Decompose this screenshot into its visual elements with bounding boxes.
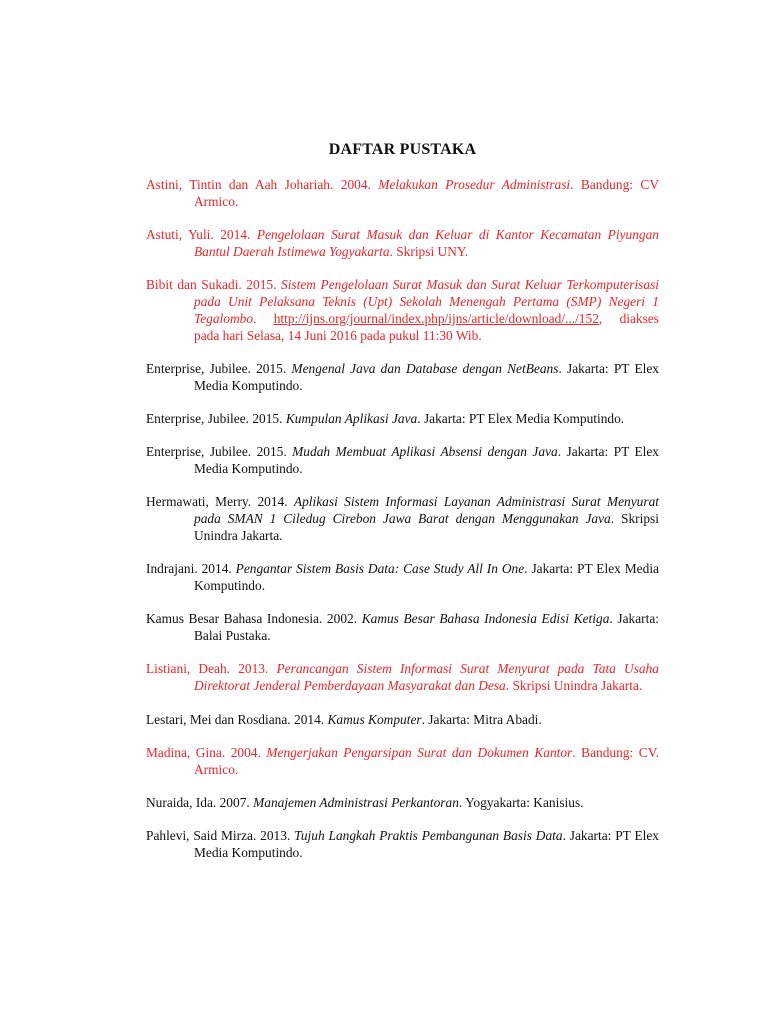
page-title: DAFTAR PUSTAKA bbox=[328, 141, 477, 158]
document-page bbox=[146, 140, 659, 878]
reference-title: Pengantar Sistem Basis Data: Case Study All In One bbox=[235, 561, 525, 577]
reference-publisher: . Jakarta: PT Elex Media Komputindo. bbox=[194, 561, 659, 594]
reference-title: Perancangan Sistem Informasi Surat Menyurat pada Tata Usaha Direktorat Jenderal Pemberdayaan Masyarakat dan Desa bbox=[194, 661, 660, 694]
reference-title: Mengerjakan Pengarsipan Surat dan Dokumen Kantor bbox=[266, 744, 573, 760]
reference-author-year: Madina, Gina. 2004. bbox=[146, 744, 267, 760]
reference-entry bbox=[146, 561, 659, 595]
reference-author-year: Lestari, Mei dan Rosdiana. 2014. bbox=[146, 711, 328, 727]
reference-entry bbox=[146, 411, 659, 428]
reference-publisher: . Jakarta: PT Elex Media Komputindo. bbox=[417, 410, 625, 426]
reference-publisher: . bbox=[253, 310, 274, 326]
reference-entry bbox=[146, 177, 659, 211]
reference-entry bbox=[146, 611, 659, 645]
reference-access-note: , diakses pada hari Selasa, 14 Juni 2016 pada pukul 11:30 Wib. bbox=[194, 310, 659, 343]
reference-author-year: Pahlevi, Said Mirza. 2013. bbox=[146, 828, 295, 844]
reference-author-year: Bibit dan Sukadi. 2015. bbox=[146, 277, 281, 293]
reference-publisher: . Skripsi UNY. bbox=[389, 243, 469, 259]
reference-author-year: Hermawati, Merry. 2014. bbox=[146, 494, 294, 510]
reference-entry bbox=[146, 712, 659, 729]
reference-entry bbox=[146, 494, 659, 544]
reference-list bbox=[146, 177, 659, 862]
reference-entry bbox=[146, 227, 659, 261]
reference-title: Manajemen Administrasi Perkantoran bbox=[253, 794, 459, 810]
reference-entry bbox=[146, 828, 659, 862]
reference-author-year: Astini, Tintin dan Aah Johariah. 2004. bbox=[146, 177, 379, 192]
reference-title: Tujuh Langkah Praktis Pembangunan Basis Data bbox=[294, 828, 563, 844]
reference-title: Kamus Komputer bbox=[327, 711, 422, 727]
reference-author-year: Kamus Besar Bahasa Indonesia. 2002. bbox=[146, 611, 362, 627]
reference-author-year: Enterprise, Jubilee. 2015. bbox=[146, 410, 286, 426]
reference-publisher: . Jakarta: PT Elex Media Komputindo. bbox=[194, 360, 659, 393]
reference-author-year: Indrajani. 2014. bbox=[146, 561, 236, 577]
reference-publisher: . Jakarta: PT Elex Media Komputindo. bbox=[194, 444, 659, 477]
reference-publisher: . Bandung: CV Armico. bbox=[194, 177, 659, 209]
reference-author-year: Listiani, Deah. 2013. bbox=[146, 661, 277, 677]
reference-author-year: Astuti, Yuli. 2014. bbox=[146, 227, 257, 243]
reference-entry bbox=[146, 361, 659, 395]
reference-title: Sistem Pengelolaan Surat Masuk dan Surat Keluar Terkomputerisasi pada Unit Pelaksana Teknis (Upt) Sekolah Menengah Pertama (SMP) Negeri 1 Tegalombo bbox=[194, 277, 659, 326]
reference-title: Kumpulan Aplikasi Java bbox=[285, 410, 418, 426]
reference-title: Kamus Besar Bahasa Indonesia Edisi Ketiga bbox=[361, 611, 610, 627]
reference-title: Mengenal Java dan Database dengan NetBeans bbox=[291, 360, 559, 376]
reference-publisher: . Jakarta: PT Elex Media Komputindo. bbox=[194, 828, 659, 861]
reference-entry bbox=[146, 277, 659, 344]
reference-publisher: . Jakarta: Mitra Abadi. bbox=[421, 711, 542, 727]
reference-entry bbox=[146, 444, 659, 478]
reference-title: Melakukan Prosedur Administrasi bbox=[378, 177, 571, 192]
reference-publisher: . Skripsi Unindra Jakarta. bbox=[194, 511, 659, 543]
reference-title: Pengelolaan Surat Masuk dan Keluar di Kantor Kecamatan Piyungan Bantul Daerah Istimewa Yogyakarta bbox=[194, 227, 659, 259]
reference-entry bbox=[146, 661, 659, 695]
reference-title: Aplikasi Sistem Informasi Layanan Administrasi Surat Menyurat pada SMAN 1 Ciledug Cirebon Jawa Barat dengan Menggunakan Java bbox=[194, 494, 659, 527]
reference-publisher: . Jakarta: Balai Pustaka. bbox=[194, 611, 659, 644]
reference-publisher: . Skripsi Unindra Jakarta. bbox=[505, 678, 643, 694]
reference-url-link[interactable]: http://ijns.org/journal/index.php/ijns/article/download/.../152 bbox=[273, 310, 599, 326]
reference-author-year: Enterprise, Jubilee. 2015. bbox=[146, 444, 293, 460]
reference-publisher: . Bandung: CV. Armico. bbox=[194, 744, 659, 777]
reference-entry bbox=[146, 745, 659, 779]
reference-author-year: Enterprise, Jubilee. 2015. bbox=[146, 360, 292, 376]
reference-title: Mudah Membuat Aplikasi Absensi dengan Java bbox=[292, 444, 558, 460]
reference-author-year: Nuraida, Ida. 2007. bbox=[146, 794, 254, 810]
reference-entry bbox=[146, 795, 659, 812]
reference-publisher: . Yogyakarta: Kanisius. bbox=[458, 794, 584, 810]
